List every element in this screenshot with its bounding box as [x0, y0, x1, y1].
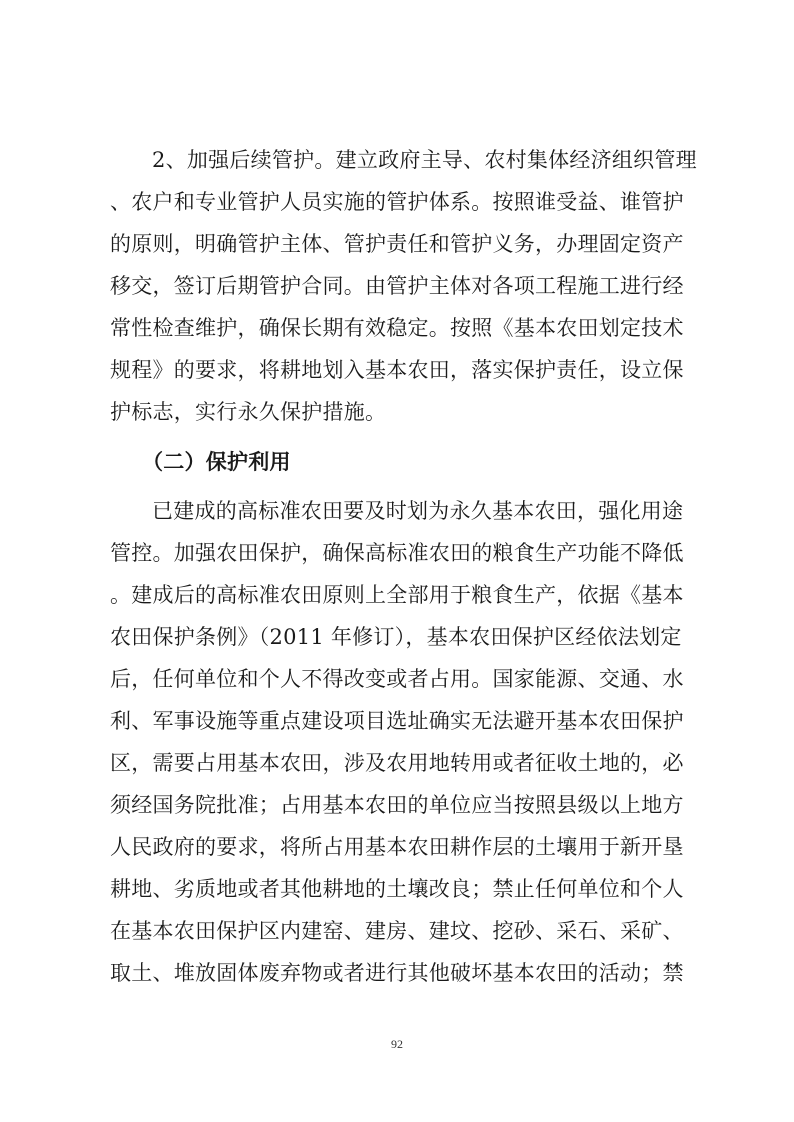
paragraph-line: 区，需要占用基本农田，涉及农用地转用或者征收土地的，必: [110, 751, 684, 775]
paragraph-line: 利、军事设施等重点建设项目选址确实无法避开基本农田保护: [110, 709, 684, 733]
paragraph-line: 。建成后的高标准农田原则上全部用于粮食生产，依据《基本: [110, 583, 684, 607]
paragraph-line: 、农户和专业管护人员实施的管护体系。按照谁受益、谁管护: [110, 190, 684, 214]
paragraph-line: 的原则，明确管护主体、管护责任和管护义务，办理固定资产: [110, 232, 684, 256]
section-heading: （二）保护利用: [142, 449, 291, 474]
paragraph-line: 规程》的要求，将耕地划入基本农田，落实保护责任，设立保: [110, 358, 684, 382]
paragraph-line: 护标志，实行永久保护措施。: [110, 400, 387, 424]
paragraph-line: 常性检查维护，确保长期有效稳定。按照《基本农田划定技术: [110, 316, 684, 340]
paragraph-line: 在基本农田保护区内建窑、建房、建坟、挖砂、采石、采矿、: [110, 919, 684, 943]
paragraph-line: 管控。加强农田保护，确保高标准农田的粮食生产功能不降低: [110, 541, 684, 565]
paragraph-line: 移交，签订后期管护合同。由管护主体对各项工程施工进行经: [110, 274, 684, 298]
paragraph-line: 2、加强后续管护。建立政府主导、农村集体经济组织管理: [152, 148, 697, 172]
page-number: 92: [391, 1037, 403, 1051]
paragraph-line: 后，任何单位和个人不得改变或者占用。国家能源、交通、水: [110, 667, 684, 691]
paragraph-line: 取土、堆放固体废弃物或者进行其他破坏基本农田的活动；禁: [110, 961, 684, 985]
paragraph-line: 已建成的高标准农田要及时划为永久基本农田，强化用途: [152, 499, 684, 523]
paragraph-line: 须经国务院批准；占用基本农田的单位应当按照县级以上地方: [110, 793, 684, 817]
paragraph-line: 农田保护条例》（2011 年修订），基本农田保护区经依法划定: [110, 625, 682, 649]
paragraph-line: 耕地、劣质地或者其他耕地的土壤改良；禁止任何单位和个人: [110, 877, 684, 901]
paragraph-line: 人民政府的要求，将所占用基本农田耕作层的土壤用于新开垦: [110, 835, 684, 859]
